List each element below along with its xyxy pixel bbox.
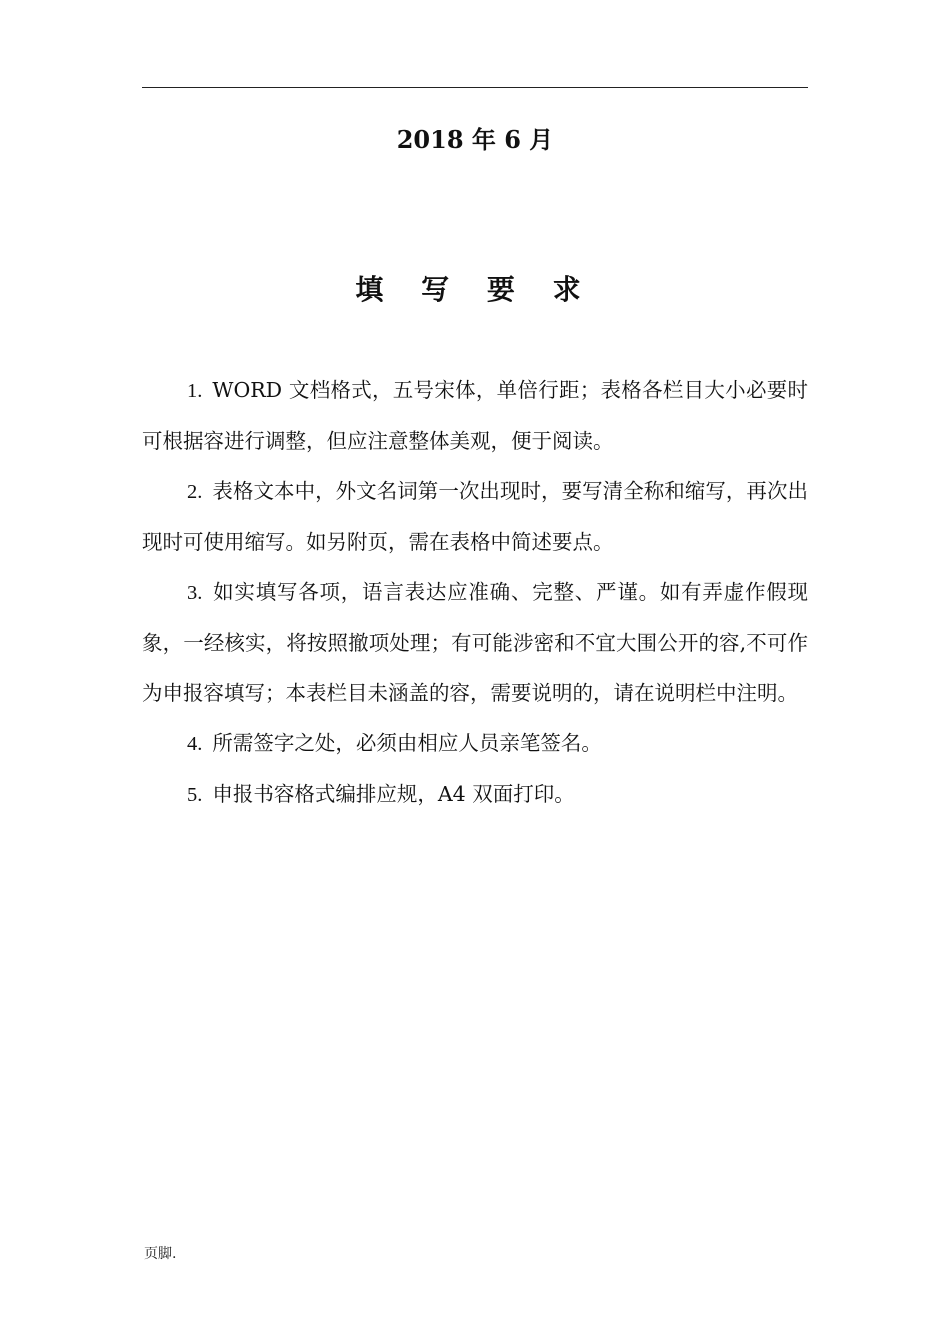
requirement-item bbox=[142, 769, 808, 820]
section-title: 填 写 要 求 bbox=[355, 273, 595, 306]
requirement-number: 1. bbox=[187, 380, 203, 402]
requirement-text: 如实填写各项，语言表达应准确、完整、严谨。如有弄虚作假现象，一经核实，将按照撤项处理；有可能涉密和不宜大围公开的容,不可作为申报容填写；本表栏目未涵盖的容，需要说明的，请在说明栏中注明。 bbox=[142, 580, 808, 705]
header-rule bbox=[142, 87, 808, 88]
requirement-item bbox=[142, 567, 808, 718]
page-footer: 页脚. bbox=[144, 1246, 177, 1262]
requirement-item bbox=[142, 365, 808, 466]
requirement-number: 4. bbox=[187, 733, 203, 755]
requirements-list bbox=[142, 365, 808, 820]
requirement-text: 申报书容格式编排应规，A4 双面打印。 bbox=[212, 782, 575, 806]
requirement-item bbox=[142, 466, 808, 567]
requirement-number: 2. bbox=[187, 481, 203, 503]
requirement-text: WORD 文档格式，五号宋体，单倍行距；表格各栏目大小必要时可根据容进行调整，但应注意整体美观，便于阅读。 bbox=[142, 378, 808, 453]
requirement-item bbox=[142, 718, 808, 769]
requirement-text: 所需签字之处，必须由相应人员亲笔签名。 bbox=[212, 731, 602, 755]
requirement-number: 5. bbox=[187, 784, 203, 806]
document-date: 2018 年 6 月 bbox=[396, 125, 554, 154]
requirement-number: 3. bbox=[187, 582, 203, 604]
requirement-text: 表格文本中，外文名词第一次出现时，要写清全称和缩写，再次出现时可使用缩写。如另附页，需在表格中简述要点。 bbox=[142, 479, 808, 554]
